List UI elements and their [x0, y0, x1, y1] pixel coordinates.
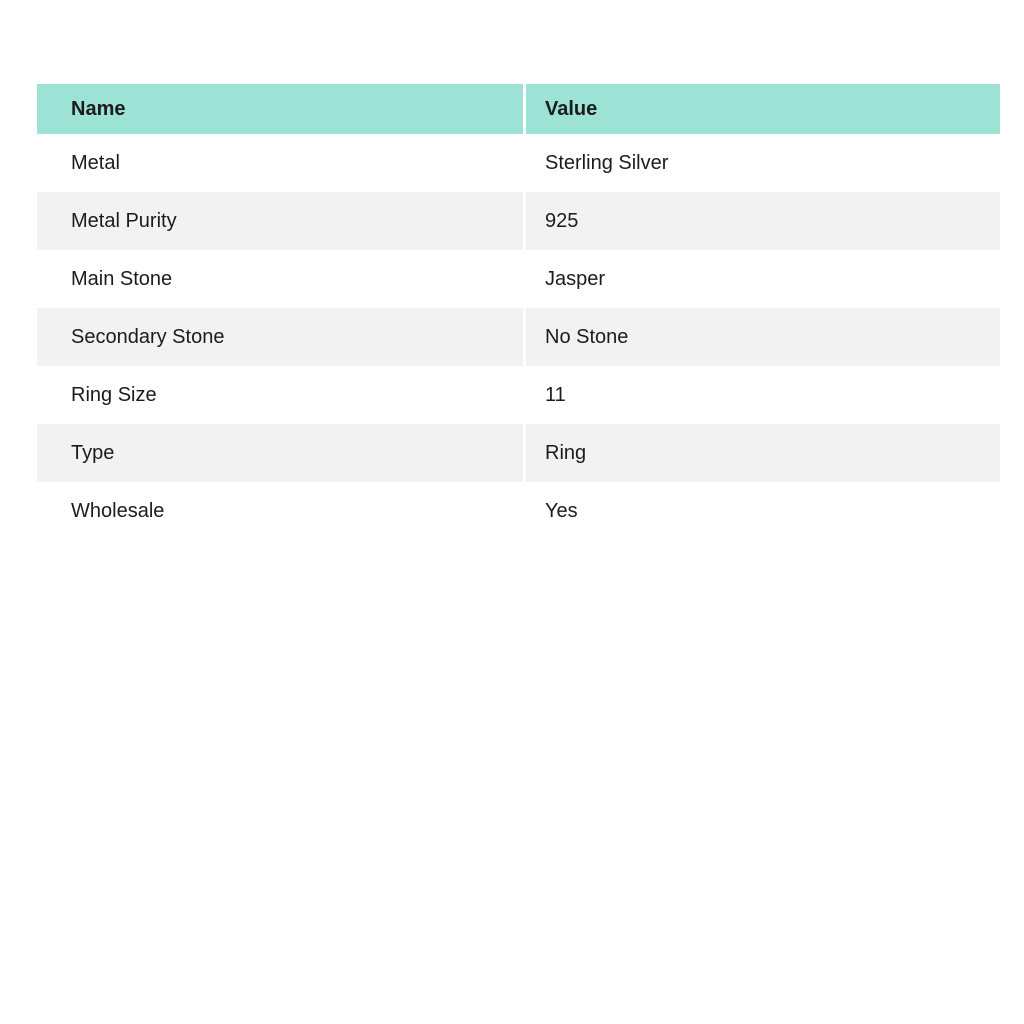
attribute-name-cell	[37, 134, 523, 192]
attribute-value: 925	[545, 209, 579, 232]
attribute-name: Metal	[71, 151, 120, 174]
table-row	[37, 482, 1000, 540]
attribute-name: Wholesale	[71, 499, 165, 522]
attribute-value-cell	[523, 308, 1000, 366]
product-attributes-table	[37, 84, 1000, 540]
attribute-value: Sterling Silver	[545, 151, 669, 174]
attribute-value: Ring	[545, 441, 587, 464]
table-row	[37, 424, 1000, 482]
attribute-name: Metal Purity	[71, 209, 177, 232]
attribute-value-cell	[523, 192, 1000, 250]
attribute-value-cell	[523, 482, 1000, 540]
attribute-name-cell	[37, 482, 523, 540]
header-name-cell	[37, 84, 523, 134]
attribute-name-cell	[37, 366, 523, 424]
attribute-name-cell	[37, 424, 523, 482]
attribute-value: Jasper	[545, 267, 606, 290]
attribute-name: Main Stone	[71, 267, 173, 290]
attribute-name-cell	[37, 250, 523, 308]
attribute-name-cell	[37, 308, 523, 366]
table-row	[37, 250, 1000, 308]
header-name-label: Name	[71, 97, 126, 120]
header-value-cell	[523, 84, 1000, 134]
table-row	[37, 366, 1000, 424]
attribute-name: Ring Size	[71, 383, 157, 406]
table-row	[37, 134, 1000, 192]
table-row	[37, 308, 1000, 366]
attribute-name: Secondary Stone	[71, 325, 225, 348]
attribute-value-cell	[523, 366, 1000, 424]
attribute-value: No Stone	[545, 325, 629, 348]
attribute-value-cell	[523, 424, 1000, 482]
attribute-value: Yes	[545, 499, 578, 522]
header-value-label: Value	[545, 97, 598, 120]
table-header-row	[37, 84, 1000, 134]
attribute-value: 11	[545, 383, 566, 406]
table-row	[37, 192, 1000, 250]
attribute-name-cell	[37, 192, 523, 250]
attribute-value-cell	[523, 134, 1000, 192]
attribute-value-cell	[523, 250, 1000, 308]
attribute-name: Type	[71, 441, 115, 464]
